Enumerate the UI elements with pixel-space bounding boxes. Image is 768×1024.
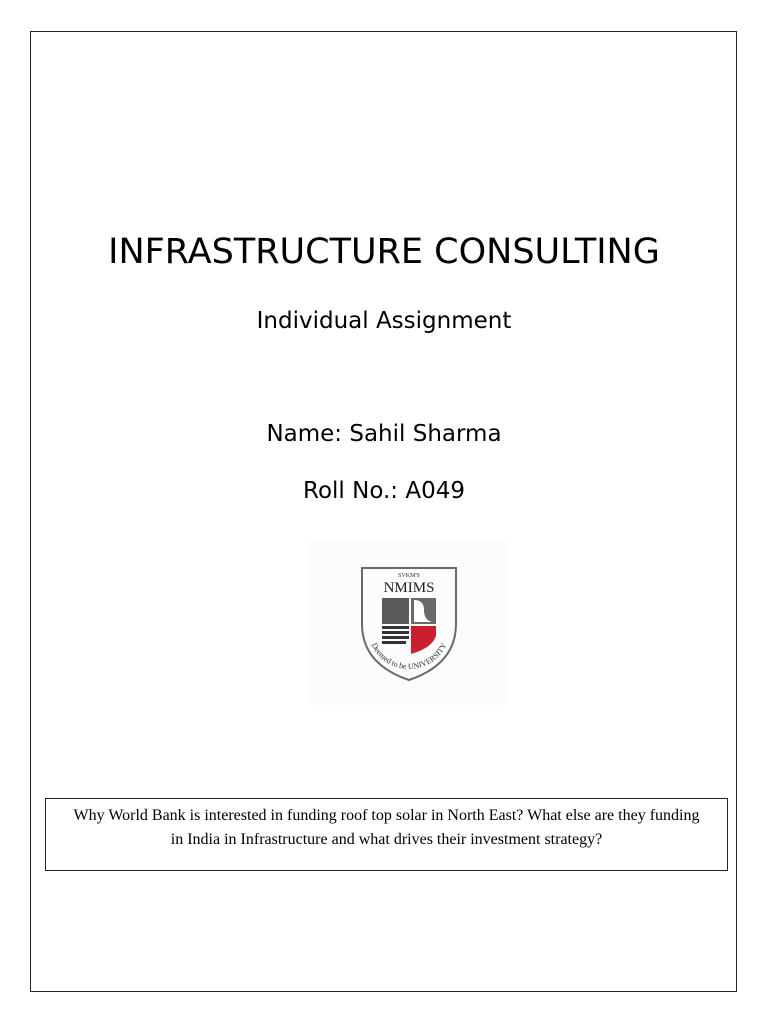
- student-name: Name: Sahil Sharma: [266, 421, 502, 447]
- logo-top-text: SVKM'S: [398, 573, 420, 579]
- roll-number: Roll No.: A049: [303, 478, 465, 504]
- question-text: Why World Bank is interested in funding roof top solar in North East? What else are they funding in India in Infrastructure and what drives their investment strategy?: [73, 807, 700, 848]
- question-box: [45, 798, 728, 871]
- logo-arc-text: Deemed to be UNIVERSITY: [369, 641, 449, 672]
- document-title: INFRASTRUCTURE CONSULTING: [108, 232, 660, 272]
- document-subtitle: Individual Assignment: [256, 308, 512, 334]
- university-logo: [308, 540, 508, 705]
- logo-brand-text: NMIMS: [383, 580, 435, 596]
- nmims-crest-icon: [354, 560, 464, 685]
